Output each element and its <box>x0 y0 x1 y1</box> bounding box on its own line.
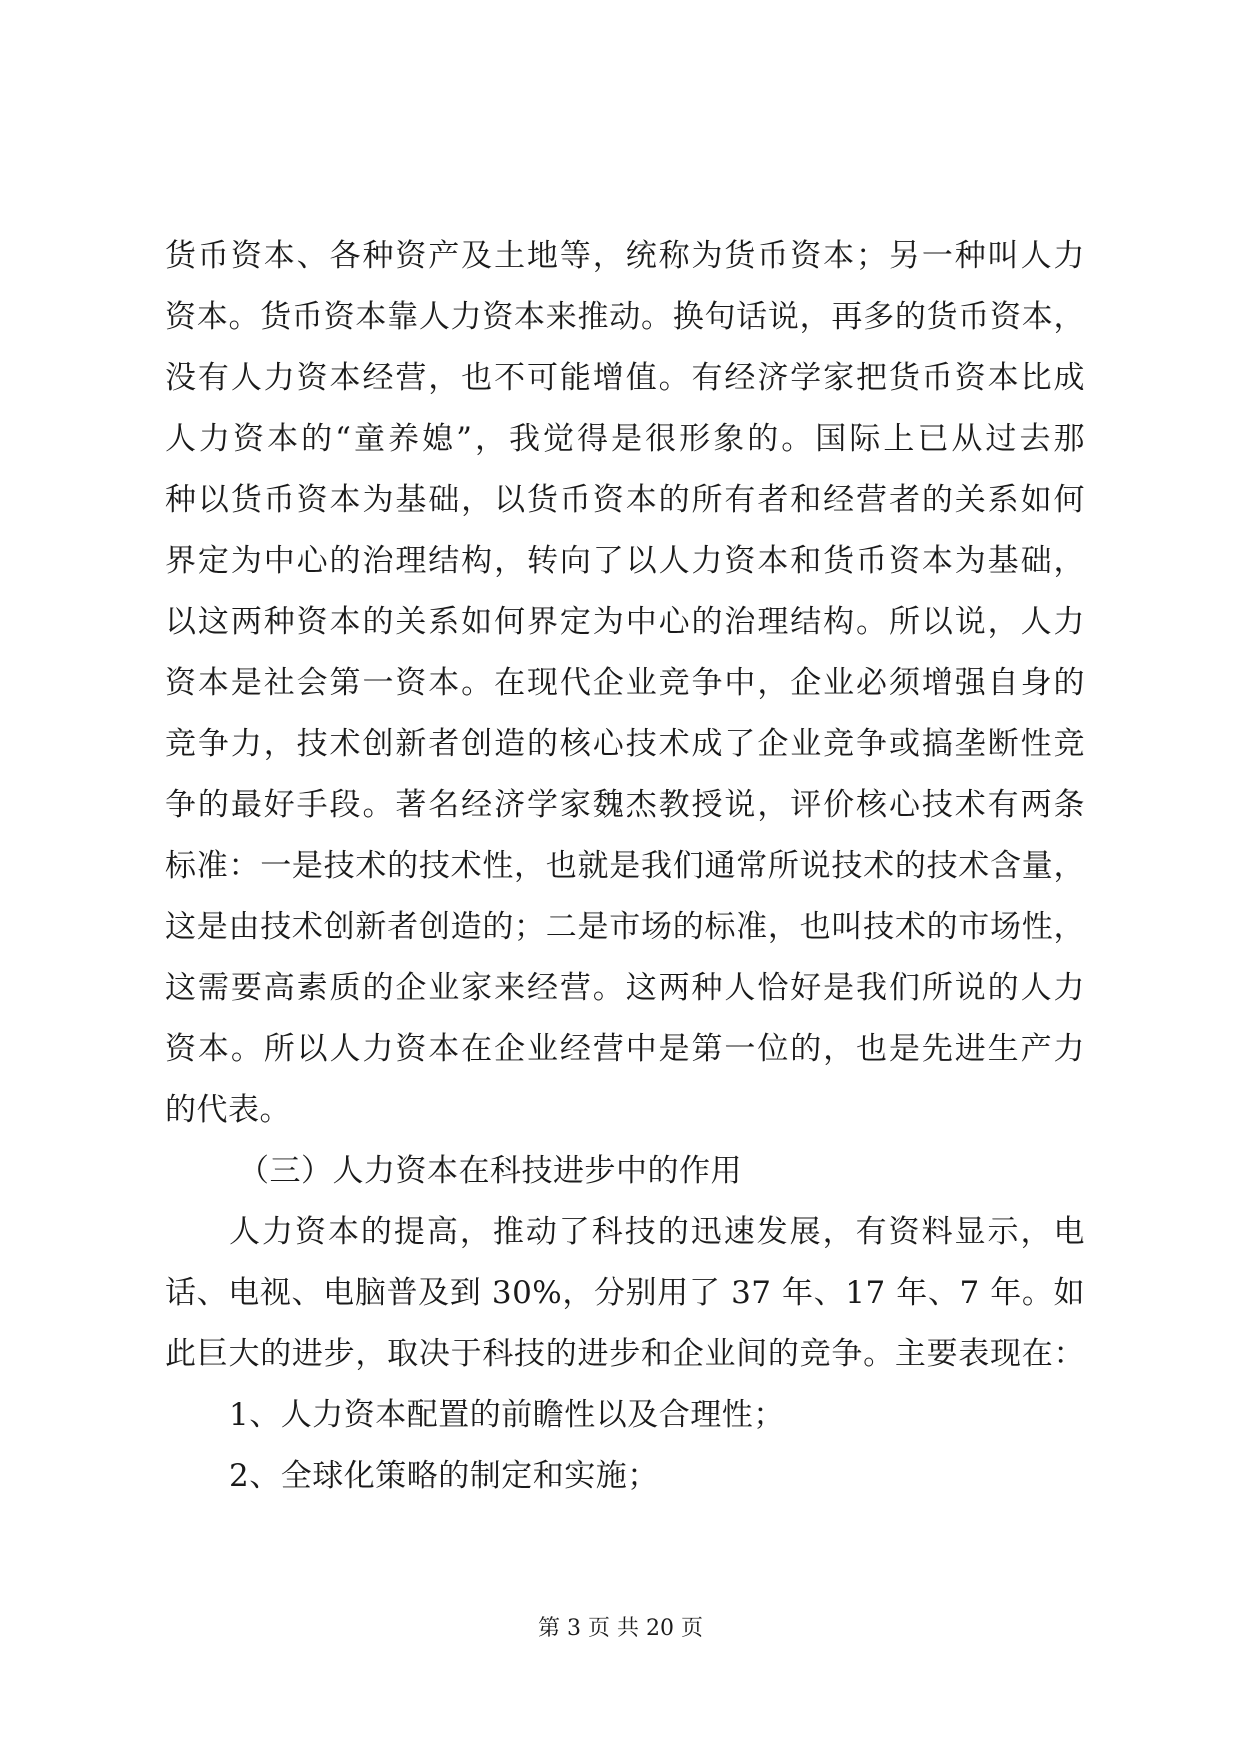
paragraph-line: 这需要高素质的企业家来经营。这两种人恰好是我们所说的人力 <box>165 970 1085 1006</box>
paragraph-line: 话、电视、电脑普及到 30%，分别用了 37 年、17 年、7 年。如 <box>165 1275 1085 1311</box>
paragraph-line: 竞争力，技术创新者创造的核心技术成了企业竞争或搞垄断性竞 <box>165 726 1085 762</box>
list-item: 2、全球化策略的制定和实施； <box>229 1458 659 1494</box>
paragraph-line: 资本是社会第一资本。在现代企业竞争中，企业必须增强自身的 <box>165 665 1085 701</box>
paragraph-line: 这是由技术创新者创造的；二是市场的标准，也叫技术的市场性， <box>165 909 1085 945</box>
paragraph-line: 资本。所以人力资本在企业经营中是第一位的，也是先进生产力 <box>165 1031 1085 1067</box>
paragraph-line: 以这两种资本的关系如何界定为中心的治理结构。所以说，人力 <box>165 604 1085 640</box>
paragraph-line: 人力资本的“童养媳”，我觉得是很形象的。国际上已从过去那 <box>165 421 1085 457</box>
paragraph-line: 界定为中心的治理结构，转向了以人力资本和货币资本为基础， <box>165 543 1085 579</box>
paragraph-line: 资本。货币资本靠人力资本来推动。换句话说，再多的货币资本， <box>165 299 1085 335</box>
section-heading: （三）人力资本在科技进步中的作用 <box>238 1153 742 1189</box>
document-body <box>165 226 1085 1507</box>
page-footer: 第 3 页 共 20 页 <box>538 1616 703 1641</box>
paragraph-line: 种以货币资本为基础，以货币资本的所有者和经营者的关系如何 <box>165 482 1085 518</box>
paragraph-line: 争的最好手段。著名经济学家魏杰教授说，评价核心技术有两条 <box>165 787 1085 823</box>
paragraph-line: 标准：一是技术的技术性，也就是我们通常所说技术的技术含量， <box>165 848 1085 884</box>
paragraph-line: 货币资本、各种资产及土地等，统称为货币资本；另一种叫人力 <box>165 238 1085 274</box>
paragraph-line: 的代表。 <box>165 1092 291 1128</box>
paragraph-line: 没有人力资本经营，也不可能增值。有经济学家把货币资本比成 <box>165 360 1085 396</box>
paragraph-line: 人力资本的提高，推动了科技的迅速发展，有资料显示，电 <box>229 1214 1085 1250</box>
list-item: 1、人力资本配置的前瞻性以及合理性； <box>229 1397 785 1433</box>
paragraph-line: 此巨大的进步，取决于科技的进步和企业间的竞争。主要表现在： <box>165 1336 1085 1372</box>
